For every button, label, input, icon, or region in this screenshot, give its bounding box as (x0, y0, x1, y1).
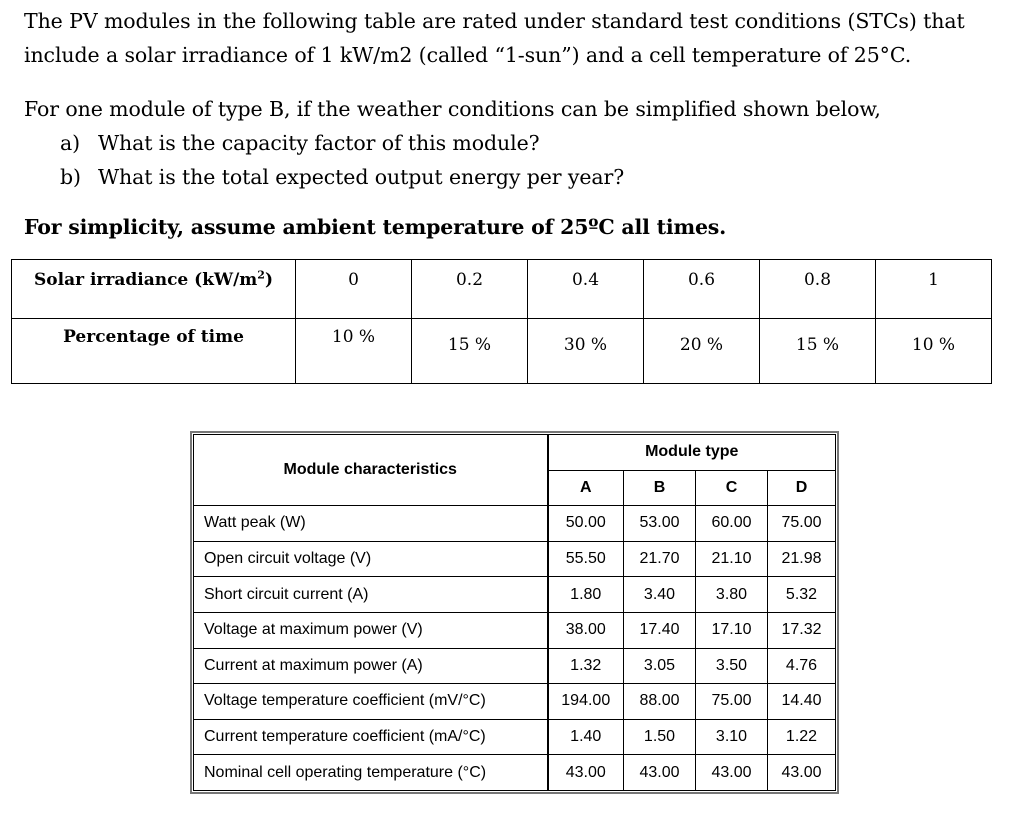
characteristic-label: Nominal cell operating temperature (°C) (194, 755, 548, 791)
question-item-text: What is the total expected output energy per year? (98, 165, 625, 189)
intro-paragraph: The PV modules in the following table are rated under standard test conditions (STCs) that include a solar irradiance of 1 kW/m2 (called “1-sun”) and a cell temperature of 25°C. (24, 9, 965, 67)
characteristic-value: 21.70 (624, 541, 696, 577)
module-type-cell: B (624, 470, 696, 506)
characteristic-value: 75.00 (696, 684, 768, 720)
characteristic-value: 14.40 (768, 684, 836, 720)
question-item-a (24, 126, 881, 160)
question-item-label: b) (60, 165, 81, 189)
question-lead: For one module of type B, if the weather conditions can be simplified shown below, (24, 97, 881, 121)
characteristic-value: 1.40 (548, 719, 624, 755)
characteristic-label: Current at maximum power (A) (194, 648, 548, 684)
module-type-cell: A (548, 470, 624, 506)
module-characteristics-table (193, 434, 836, 791)
characteristic-value: 3.40 (624, 577, 696, 613)
question-item-b (24, 160, 881, 194)
characteristic-label: Current temperature coefficient (mA/°C) (194, 719, 548, 755)
characteristic-value: 17.10 (696, 612, 768, 648)
percentage-cell: 10 % (876, 319, 992, 384)
question-item-label: a) (60, 131, 81, 155)
characteristic-value: 21.98 (768, 541, 836, 577)
characteristic-value: 17.40 (624, 612, 696, 648)
percentage-cell: 15 % (412, 319, 528, 384)
module-type-cell: C (696, 470, 768, 506)
percentage-cell: 20 % (644, 319, 760, 384)
module-characteristics-header: Module characteristics (194, 435, 548, 506)
table-row (194, 648, 836, 684)
characteristic-value: 4.76 (768, 648, 836, 684)
characteristic-value: 43.00 (548, 755, 624, 791)
characteristic-value: 43.00 (768, 755, 836, 791)
characteristic-value: 43.00 (624, 755, 696, 791)
characteristic-value: 21.10 (696, 541, 768, 577)
characteristic-value: 1.22 (768, 719, 836, 755)
question-item-text: What is the capacity factor of this module? (98, 131, 540, 155)
characteristic-value: 55.50 (548, 541, 624, 577)
characteristic-value: 5.32 (768, 577, 836, 613)
characteristic-value: 60.00 (696, 506, 768, 542)
irradiance-cell: 0.8 (760, 260, 876, 319)
irradiance-cell: 0.2 (412, 260, 528, 319)
table-row (194, 755, 836, 791)
irradiance-cell: 0 (296, 260, 412, 319)
characteristic-value: 3.50 (696, 648, 768, 684)
table-row (194, 506, 836, 542)
table-row (194, 684, 836, 720)
characteristic-label: Short circuit current (A) (194, 577, 548, 613)
percentage-cell: 15 % (760, 319, 876, 384)
percentage-cell: 10 % (296, 319, 412, 384)
characteristic-label: Open circuit voltage (V) (194, 541, 548, 577)
module-table-frame (190, 431, 839, 794)
characteristic-value: 17.32 (768, 612, 836, 648)
percentage-row (12, 319, 992, 384)
characteristic-value: 1.80 (548, 577, 624, 613)
irradiance-cell: 0.6 (644, 260, 760, 319)
characteristic-value: 3.80 (696, 577, 768, 613)
characteristic-value: 3.10 (696, 719, 768, 755)
question-block (24, 92, 881, 194)
table-row (194, 612, 836, 648)
characteristic-value: 1.50 (624, 719, 696, 755)
characteristic-label: Voltage temperature coefficient (mV/°C) (194, 684, 548, 720)
table-row (194, 541, 836, 577)
characteristic-value: 3.05 (624, 648, 696, 684)
percentage-cell: 30 % (528, 319, 644, 384)
module-type-cell: D (768, 470, 836, 506)
characteristic-value: 194.00 (548, 684, 624, 720)
characteristic-value: 1.32 (548, 648, 624, 684)
irradiance-row (12, 260, 992, 319)
characteristic-value: 38.00 (548, 612, 624, 648)
irradiance-row-header: Solar irradiance $(kW/m^2)$ (12, 260, 296, 319)
module-header-row (194, 435, 836, 471)
characteristic-value: 53.00 (624, 506, 696, 542)
irradiance-table (11, 259, 992, 384)
characteristic-label: Voltage at maximum power (V) (194, 612, 548, 648)
characteristic-label: Watt peak (W) (194, 506, 548, 542)
irradiance-cell: 1 (876, 260, 992, 319)
characteristic-value: 88.00 (624, 684, 696, 720)
module-type-header: Module type (548, 435, 836, 471)
irradiance-cell: 0.4 (528, 260, 644, 319)
characteristic-value: 43.00 (696, 755, 768, 791)
percentage-row-header: Percentage of time (12, 319, 296, 384)
assumption-text: For simplicity, assume ambient temperature of 25ºC all times. (24, 215, 727, 239)
characteristic-value: 50.00 (548, 506, 624, 542)
table-row (194, 577, 836, 613)
characteristic-value: 75.00 (768, 506, 836, 542)
table-row (194, 719, 836, 755)
